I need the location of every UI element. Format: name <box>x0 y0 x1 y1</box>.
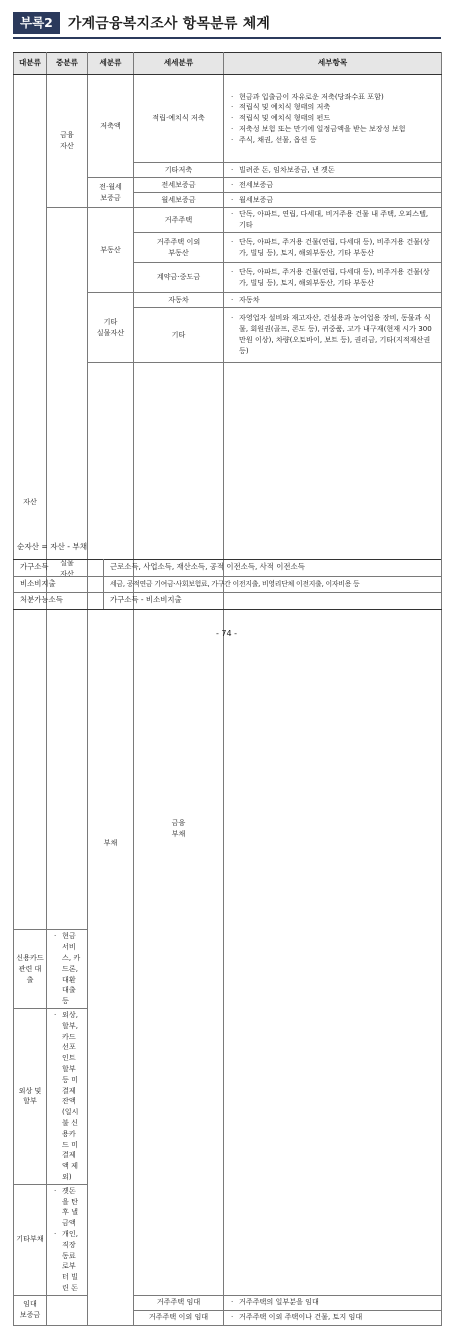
sub-empty-cell <box>224 363 442 1296</box>
detail-name: 전세보증금 <box>134 178 224 193</box>
item-list <box>231 180 436 191</box>
list-item: · 곗돈을 탄 후 낼 금액 <box>54 1186 82 1229</box>
item-list <box>231 267 436 289</box>
definition-value: 가구소득 - 비소비지출 <box>104 593 442 610</box>
detail-items <box>224 1295 442 1310</box>
detail-name: 기타저축 <box>134 163 224 178</box>
table-row <box>14 593 442 610</box>
list-item: · 단독, 아파트, 주거용 건물(연립, 다세대 등), 비주거용 건물(상가, 빌딩 등), 토지, 해외부동산, 기타 부동산 <box>231 267 436 289</box>
income-definitions-table <box>13 559 442 610</box>
list-item: · 주식, 채권, 선물, 옵션 등 <box>231 135 436 146</box>
item-list <box>231 195 436 206</box>
item-list <box>231 209 436 231</box>
item-list <box>231 1312 436 1323</box>
item-list <box>54 1010 82 1183</box>
detail-items <box>224 308 442 363</box>
list-item: · 단독, 아파트, 주거용 건물(연립, 다세대 등), 비주거용 건물(상가, 빌딩 등), 토지, 해외부동산, 기타 부동산 <box>231 237 436 259</box>
mid-lease-deposit: 임대 보증금 <box>14 1295 47 1325</box>
list-item: · 적립식 및 예치식 형태의 펀드 <box>231 113 436 124</box>
header-items: 세부항목 <box>224 53 442 75</box>
detail-items <box>224 163 442 178</box>
mid-financial-liability: 금융 부채 <box>134 363 224 1296</box>
classification-table <box>13 52 442 1326</box>
list-item: · 개인, 직장 동료로부터 빌린 돈 <box>54 1229 82 1294</box>
table-row <box>14 576 442 593</box>
detail-items <box>224 1310 442 1325</box>
list-item: · 거주주택의 일부분을 임대 <box>231 1297 436 1308</box>
list-item: · 자동차 <box>231 295 436 306</box>
list-item: · 단독, 아파트, 연립, 다세대, 비거주용 건물 내 주택, 오피스텔, 기타 <box>231 209 436 231</box>
list-item: · 적립식 및 예치식 형태의 저축 <box>231 102 436 113</box>
detail-name: 적립·예치식 저축 <box>134 75 224 163</box>
detail-items <box>47 1009 88 1185</box>
list-item: · 외상, 할부, 카드 선포인트 할부 등 미결제 잔액 (일시불 신용카드 미결제액 제외) <box>54 1010 82 1183</box>
header-sub: 세분류 <box>88 53 134 75</box>
detail-name: 자동차 <box>134 293 224 308</box>
header-detail: 세세분류 <box>134 53 224 75</box>
table-row <box>14 560 442 577</box>
detail-items <box>224 293 442 308</box>
item-list <box>54 1186 82 1294</box>
detail-items <box>224 233 442 263</box>
definition-value: 세금, 공적연금 기여금·사회보험료, 가구간 이전지출, 비영리단체 이전지출, 이자비용 등 <box>104 576 442 593</box>
detail-name: 계약금·중도금 <box>134 263 224 293</box>
detail-items <box>224 263 442 293</box>
definition-label: 비소비지출 <box>14 576 104 593</box>
table-row <box>14 208 442 233</box>
page-title: 가계금융복지조사 항목분류 체계 <box>67 16 271 32</box>
detail-name: 거주주택 이외 부동산 <box>134 233 224 263</box>
detail-name: 외상 및 할부 <box>14 1009 47 1185</box>
item-list <box>231 1297 436 1308</box>
definition-label: 가구소득 <box>14 560 104 577</box>
sub-savings: 저축액 <box>88 75 134 178</box>
sub-real-estate: 부동산 <box>88 208 134 293</box>
detail-items <box>47 930 88 1009</box>
list-item: · 저축성 보험 또는 만기에 일정금액을 받는 보장성 보험 <box>231 124 436 135</box>
appendix-badge: 부록2 <box>13 12 60 34</box>
item-list <box>231 237 436 259</box>
table-row <box>14 1295 442 1310</box>
list-item: · 월세보증금 <box>231 195 436 206</box>
detail-items <box>224 193 442 208</box>
list-item: · 자영업자 설비와 재고자산, 건설용과 농어업용 장비, 동물과 식물, 회원권(골프, 콘도 등), 귀중품, 고가 내구재(현재 시가 300만원 이상), 차량(오토바이, 보트 등), 권리금, 기타(지적재산권 등) <box>231 313 436 356</box>
major-asset: 자산 <box>14 75 47 930</box>
mid-financial-asset: 금융 자산 <box>47 75 88 208</box>
header-mid: 중분류 <box>47 53 88 75</box>
item-list <box>54 931 82 1007</box>
mid-real-asset: 실물 자산 <box>47 208 88 930</box>
major-liability: 부채 <box>88 363 134 1326</box>
net-asset-formula: 순자산 = 자산 - 부채 <box>17 542 88 551</box>
page-number: - 74 - <box>215 629 238 638</box>
header-rule <box>13 37 441 39</box>
item-list <box>231 92 436 146</box>
item-list <box>231 313 436 356</box>
list-item: · 현금과 입출금이 자유로운 저축(당좌수표 포함) <box>231 92 436 103</box>
detail-items <box>224 208 442 233</box>
table-row <box>14 75 442 163</box>
list-item: · 전세보증금 <box>231 180 436 191</box>
detail-name: 거주주택 <box>134 208 224 233</box>
list-item: · 현금서비스, 카드론, 대환대출 등 <box>54 931 82 1007</box>
detail-name: 월세보증금 <box>134 193 224 208</box>
detail-items <box>224 75 442 163</box>
definition-label: 처분가능소득 <box>14 593 104 610</box>
detail-name: 신용카드 관련 대출 <box>14 930 47 1009</box>
detail-name: 거주주택 임대 <box>134 1295 224 1310</box>
detail-name: 기타 <box>134 308 224 363</box>
detail-items <box>47 1184 88 1295</box>
table-header-row <box>14 53 442 75</box>
definition-value: 근로소득, 사업소득, 재산소득, 공적 이전소득, 사적 이전소득 <box>104 560 442 577</box>
detail-items <box>224 178 442 193</box>
sub-empty-cell <box>47 1295 88 1325</box>
list-item: · 거주주택 이외 주택이나 건물, 토지 임대 <box>231 1312 436 1323</box>
detail-name: 기타부채 <box>14 1184 47 1295</box>
sub-deposit: 전·월세 보증금 <box>88 178 134 208</box>
appendix-header <box>13 10 441 36</box>
list-item: · 빌려준 돈, 임차보증금, 낸 곗돈 <box>231 165 436 176</box>
item-list <box>231 295 436 306</box>
item-list <box>231 165 436 176</box>
detail-name: 거주주택 이외 임대 <box>134 1310 224 1325</box>
header-major: 대분류 <box>14 53 47 75</box>
sub-other-real: 기타 실물자산 <box>88 293 134 363</box>
